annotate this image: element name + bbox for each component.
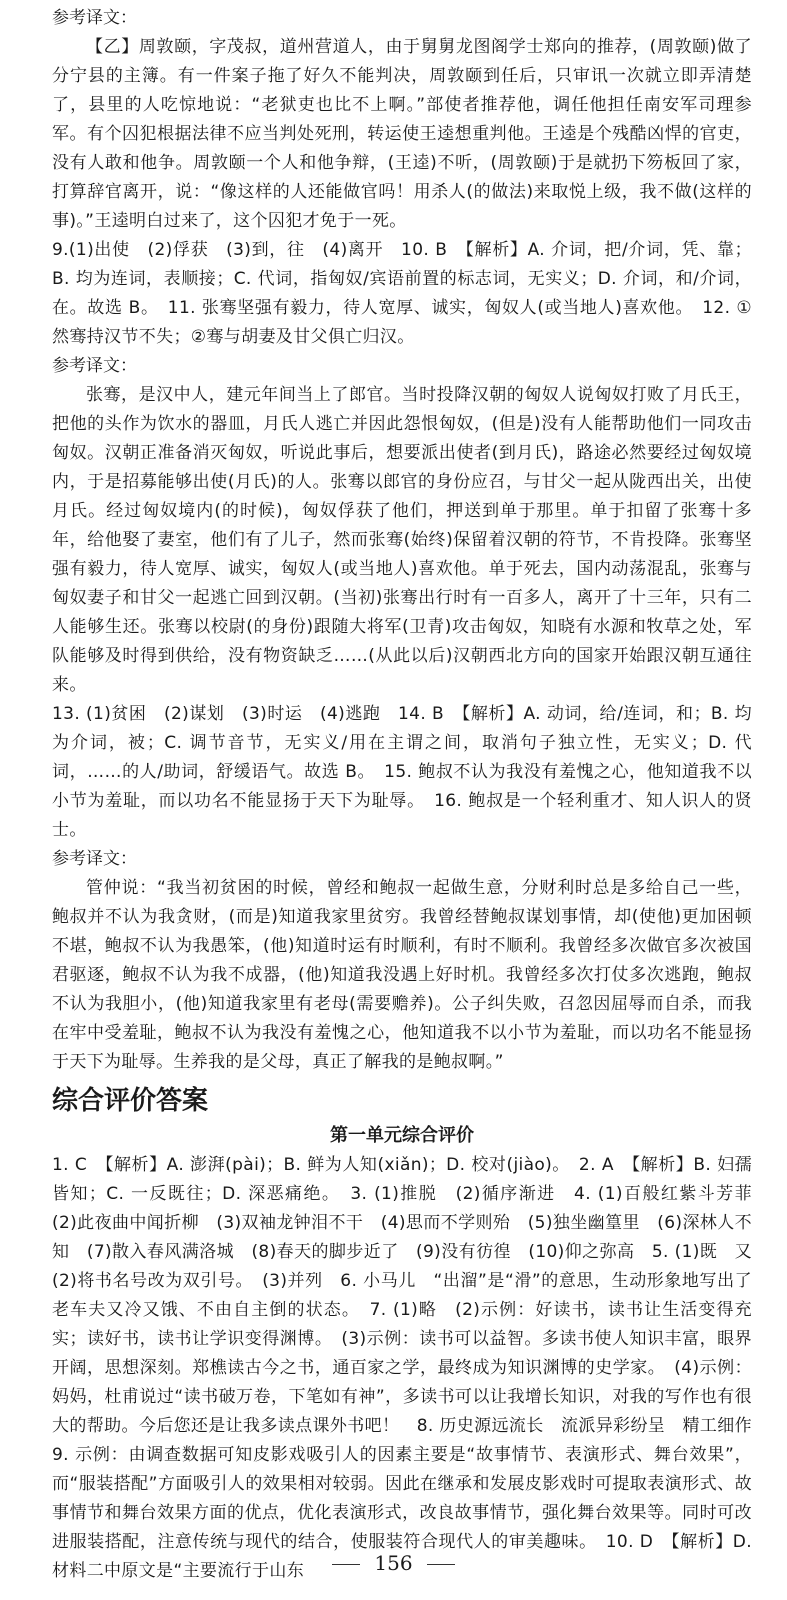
page-number-footer xyxy=(0,1548,787,1578)
answer-page xyxy=(52,0,770,1586)
answer-block: 1. C 【解析】A. 澎湃(pài)；B. 鲜为人知(xiǎn)；D. 校对(jiào)。 2. A 【解析】B. 妇孺皆知；C. 一反既往；D. 深恶痛绝。 3. (1)推脱 (2)循序渐进 4. (1)百般红紫斗芳菲 (2)此夜曲中闻折柳 (3)双袖龙钟泪不干 (4)思而不学则殆 (5)独坐幽篁里 (6)深林人不知 (7)散入春风满洛城 (8)春天的脚步近了 (9)没有彷徨 (10)仰之弥高 5. (1)既 又 (2)将书名号改为双引号。 (3)并列 6. 小马儿 “出溜”是“滑”的意思，生动形象地写出了老车夫又冷又饿、不由自主倒的状态。 7. (1)略 (2)示例：好读书，读书让生活变得充实；读好书，读书让学识变得渊博。 (3)示例：读书可以益智。多读书使人知识丰富，眼界开阔，思想深刻。郑樵读古今之书，通百家之学，最终成为知识渊博的史学家。 (4)示例：妈妈，杜甫说过“读书破万卷，下笔如有神”，多读书可以让我增长知识，对我的写作也有很大的帮助。今后您还是让我多读点课外书吧！ 8. 历史源远流长 流派异彩纷呈 精工细作 9. 示例：由调查数据可知皮影戏吸引人的因素主要是“故事情节、表演形式、舞台效果”，而“服装搭配”方面吸引人的效果相对较弱。因此在继承和发展皮影戏时可提取表演形式、故事情节和舞台效果方面的优点，优化表演形式，改良故事情节，强化舞台效果等。同时可改进服装搭配，注意传统与现代的结合，使服装符合现代人的审美趣味。 10. D 【解析】D. 材料二中原文是“主要流行于山东 xyxy=(52,1155,770,1581)
reference-translation-label: 参考译文： xyxy=(52,356,137,376)
unit-title: 第一单元综合评价 xyxy=(330,1125,474,1146)
reference-translation-label: 参考译文： xyxy=(52,849,137,869)
reference-translation-label: 参考译文： xyxy=(52,8,137,28)
reference-translation-paragraph: 管仲说：“我当初贫困的时候，曾经和鲍叔一起做生意，分财利时总是多给自己一些，鲍叔并不认为我贪财，(而是)知道我家里贫穷。我曾经替鲍叔谋划事情，却(使他)更加困顿不堪，鲍叔不认为我愚笨，(他)知道时运有时顺利，有时不顺利。我曾经多次做官多次被国君驱逐，鲍叔不认为我不成器，(他)知道我没遇上好时机。我曾经多次打仗多次逃跑，鲍叔不认为我胆小，(他)知道我家里有老母(需要赡养)。公子纠失败，召忽因屈辱而自杀，而我在牢中受羞耻，鲍叔不认为我没有羞愧之心，他知道我不以小节为羞耻，而以功名不能显扬于天下为耻辱。生养我的是父母，真正了解我的是鲍叔啊。” xyxy=(52,878,752,1072)
footer-dash-left xyxy=(332,1564,360,1565)
page-number: 156 xyxy=(374,1551,413,1575)
reference-translation-paragraph: 张骞，是汉中人，建元年间当上了郎官。当时投降汉朝的匈奴人说匈奴打败了月氏王，把他的头作为饮水的器皿，月氏人逃亡并因此怨恨匈奴，(但是)没有人能帮助他们一同攻击匈奴。汉朝正准备消灭匈奴，听说此事后，想要派出使者(到月氏)，路途必然要经过匈奴境内，于是招募能够出使(月氏)的人。张骞以郎官的身份应召，与甘父一起从陇西出关，出使月氏。经过匈奴境内(的时候)，匈奴俘获了他们，押送到单于那里。单于扣留了张骞十多年，给他娶了妻室，他们有了儿子，然而张骞(始终)保留着汉朝的符节，不肯投降。张骞坚强有毅力，待人宽厚、诚实，匈奴人(或当地人)喜欢他。单于死去，国内动荡混乱，张骞与匈奴妻子和甘父一起逃亡回到汉朝。(当初)张骞出行时有一百多人，离开了十三年，只有二人能够生还。张骞以校尉(的身份)跟随大将军(卫青)攻击匈奴，知晓有水源和牧草之处，军队能够及时得到供给，没有物资缺乏……(从此以后)汉朝西北方向的国家开始跟汉朝互通往来。 xyxy=(52,385,752,695)
footer-dash-right xyxy=(427,1564,455,1565)
answer-block: 13. (1)贫困 (2)谋划 (3)时运 (4)逃跑 14. B 【解析】A. 动词，给/连词，和；B. 均为介词，被；C. 调节音节，无实义/用在主谓之间，取消句子独立性，无实义；D. 代词，……的人/助词，舒缓语气。故选 B。 15. 鲍叔不认为我没有羞愧之心，他知道我不以小节为羞耻，而以功名不能显扬于天下为耻辱。 16. 鲍叔是一个轻利重才、知人识人的贤士。 xyxy=(52,704,752,840)
section-title: 综合评价答案 xyxy=(52,1086,209,1116)
answer-block: 9.(1)出使 (2)俘获 (3)到，往 (4)离开 10. B 【解析】A. 介词，把/介词，凭、靠；B. 均为连词，表顺接；C. 代词，指匈奴/宾语前置的标志词，无实义；D. 介词，和/介词，在。故选 B。 11. 张骞坚强有毅力，待人宽厚、诚实，匈奴人(或当地人)喜欢他。 12. ①然骞持汉节不失；②骞与胡妻及甘父俱亡归汉。 xyxy=(52,240,752,347)
reference-translation-paragraph: 【乙】周敦颐，字茂叔，道州营道人，由于舅舅龙图阁学士郑向的推荐，(周敦颐)做了分宁县的主簿。有一件案子拖了好久不能判决，周敦颐到任后，只审讯一次就立即弄清楚了，县里的人吃惊地说：“老狱吏也比不上啊。”部使者推荐他，调任他担任南安军司理参军。有个囚犯根据法律不应当判处死刑，转运使王逵想重判他。王逵是个残酷凶悍的官吏，没有人敢和他争。周敦颐一个人和他争辩，(王逵)不听，(周敦颐)于是就扔下笏板回了家，打算辞官离开，说：“像这样的人还能做官吗！用杀人(的做法)来取悦上级，我不做(这样的事)。”王逵明白过来了，这个囚犯才免于一死。 xyxy=(52,37,752,231)
